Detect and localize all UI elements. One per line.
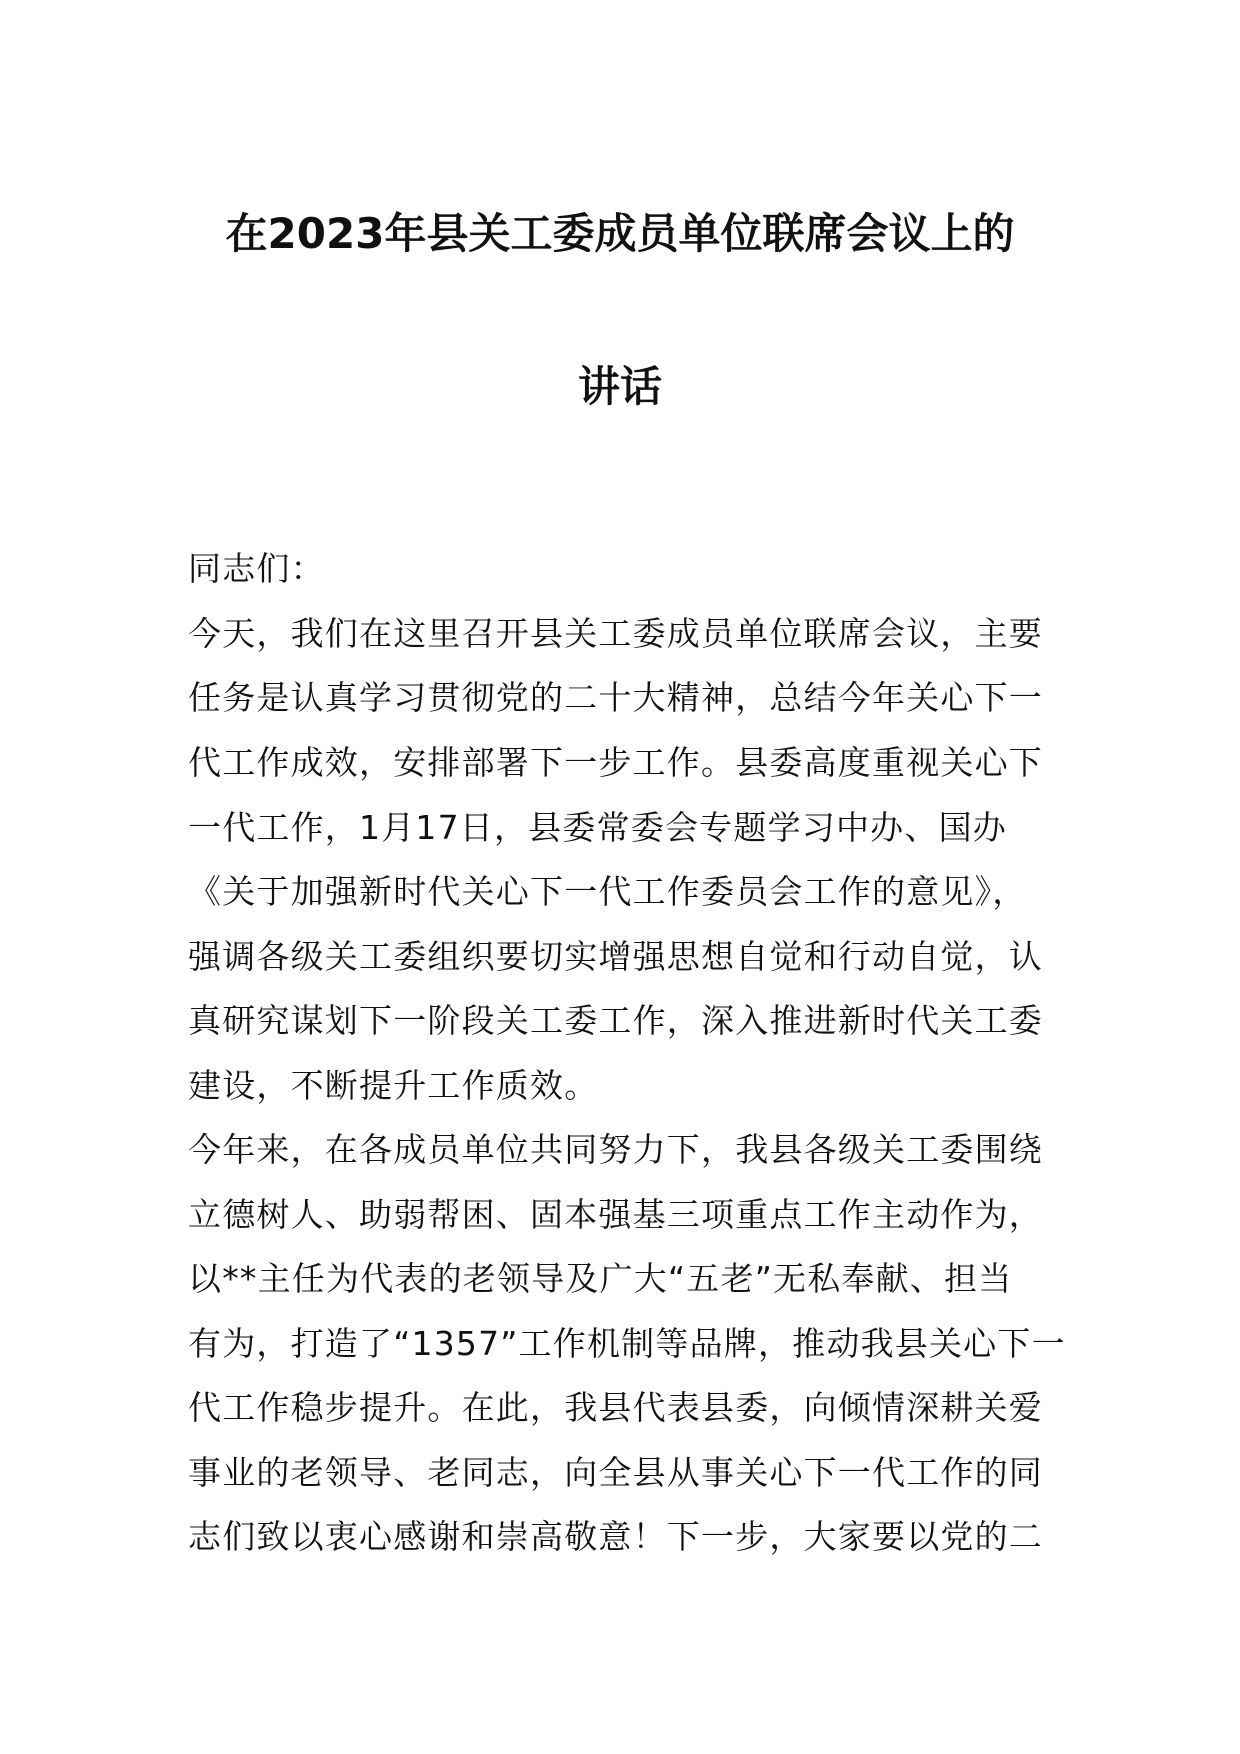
body-line: 建设，不断提升工作质效。 <box>188 1066 599 1105</box>
document-title-line-2: 讲话 <box>577 362 662 411</box>
body-line: 立德树人、助弱帮困、固本强基三项重点工作主动作为， <box>188 1195 1043 1234</box>
body-line: 一代工作，1月17日，县委常委会专题学习中办、国办 <box>188 808 1007 847</box>
body-line: 强调各级关工委组织要切实增强思想自觉和行动自觉，认 <box>188 937 1043 976</box>
salutation: 同志们： <box>188 549 325 588</box>
body-line: 代工作成效，安排部署下一步工作。县委高度重视关心下 <box>188 743 1043 782</box>
body-line: 《关于加强新时代关心下一代工作委员会工作的意见》， <box>188 872 1027 911</box>
body-line: 今天，我们在这里召开县关工委成员单位联席会议，主要 <box>188 614 1043 653</box>
body-line: 志们致以衷心感谢和崇高敬意！下一步，大家要以党的二 <box>188 1517 1043 1556</box>
document-title-line-1: 在2023年县关工委成员单位联席会议上的 <box>225 209 1015 258</box>
body-line: 有为，打造了“1357”工作机制等品牌，推动我县关心下一 <box>188 1324 1066 1363</box>
body-line: 以**主任为代表的老领导及广大“五老”无私奉献、担当 <box>188 1259 1013 1298</box>
body-line: 真研究谋划下一阶段关工委工作，深入推进新时代关工委 <box>188 1001 1043 1040</box>
body-line: 代工作稳步提升。在此，我县代表县委，向倾情深耕关爱 <box>188 1388 1043 1427</box>
body-line: 事业的老领导、老同志，向全县从事关心下一代工作的同 <box>188 1453 1043 1492</box>
body-line: 今年来，在各成员单位共同努力下，我县各级关工委围绕 <box>188 1130 1043 1169</box>
body-line: 任务是认真学习贯彻党的二十大精神，总结今年关心下一 <box>188 678 1043 717</box>
